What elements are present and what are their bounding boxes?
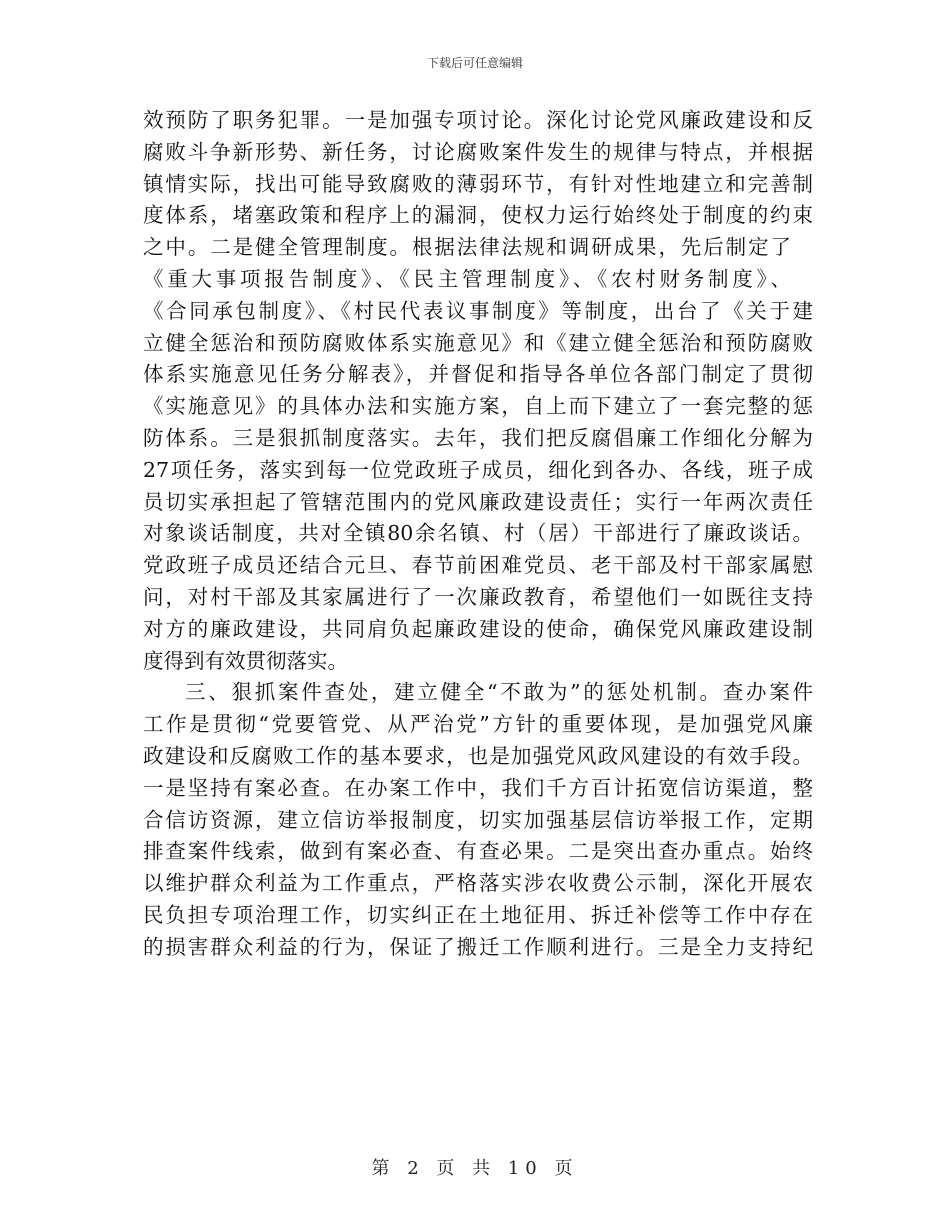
text-line: 《合同承包制度》、《村民代表议事制度》等制度，出台了《关于建 [143,298,813,323]
text-line: 合信访资源，建立信访举报制度，切实加强基层信访举报工作，定期 [143,807,813,832]
text-line: 的损害群众利益的行为，保证了搬迁工作顺利进行。三是全力支持纪 [143,934,813,959]
text-line: 度体系，堵塞政策和程序上的漏洞，使权力运行始终处于制度的约束 [143,203,813,228]
text-line: 之中。二是健全管理制度。根据法律法规和调研成果，先后制定了 [143,235,791,260]
page-number-footer: 第 2 页 共 10 页 [371,1158,579,1179]
text-line: 员切实承担起了管辖范围内的党风廉政建设责任；实行一年两次责任 [143,489,813,514]
text-line: 政建设和反腐败工作的基本要求，也是加强党风政风建设的有效手段。 [143,743,813,768]
page-header: 下载后可任意编辑 [426,56,523,70]
text-line: 一是坚持有案必查。在办案工作中，我们千方百计拓宽信访渠道，整 [143,775,813,800]
text-line: 度得到有效贯彻落实。 [143,648,348,673]
text-line: 对方的廉政建设，共同肩负起廉政建设的使命，确保党风廉政建设制 [143,616,813,641]
text-line: 问，对村干部及其家属进行了一次廉政教育，希望他们一如既往支持 [143,584,813,609]
document-body [143,105,813,964]
text-line: 腐败斗争新形势、新任务，讨论腐败案件发生的规律与特点，并根据 [143,139,813,164]
text-line: 党政班子成员还结合元旦、春节前困难党员、老干部及村干部家属慰 [143,553,813,578]
text-line: 排查案件线索，做到有案必查、有查必果。二是突出查办重点。始终 [143,839,813,864]
text-line: 27项任务，落实到每一位党政班子成员，细化到各办、各线，班子成 [143,457,813,482]
text-line: 《重大事项报告制度》、《民主管理制度》、《农村财务制度》、 [143,266,791,291]
paragraph-start-line: 三、狠抓案件查处，建立健全“不敢为”的惩处机制。查办案件 [185,680,813,705]
text-line: 立健全惩治和预防腐败体系实施意见》和《建立健全惩治和预防腐败 [143,330,813,355]
text-line: 体系实施意见任务分解表》，并督促和指导各单位各部门制定了贯彻 [143,362,813,387]
text-line: 工作是贯彻“党要管党、从严治党”方针的重要体现，是加强党风廉 [143,712,813,737]
text-line: 以维护群众利益为工作重点，严格落实涉农收费公示制，深化开展农 [143,871,813,896]
text-line: 镇情实际，找出可能导致腐败的薄弱环节，有针对性地建立和完善制 [143,171,813,196]
text-line: 效预防了职务犯罪。一是加强专项讨论。深化讨论党风廉政建设和反 [143,108,813,132]
text-line: 《实施意见》的具体办法和实施方案，自上而下建立了一套完整的惩 [143,394,813,419]
text-line: 民负担专项治理工作，切实纠正在土地征用、拆迁补偿等工作中存在 [143,902,813,927]
text-line: 防体系。三是狠抓制度落实。去年，我们把反腐倡廉工作细化分解为 [143,425,813,450]
text-line: 对象谈话制度，共对全镇80余名镇、村（居）干部进行了廉政谈话。 [143,521,813,546]
